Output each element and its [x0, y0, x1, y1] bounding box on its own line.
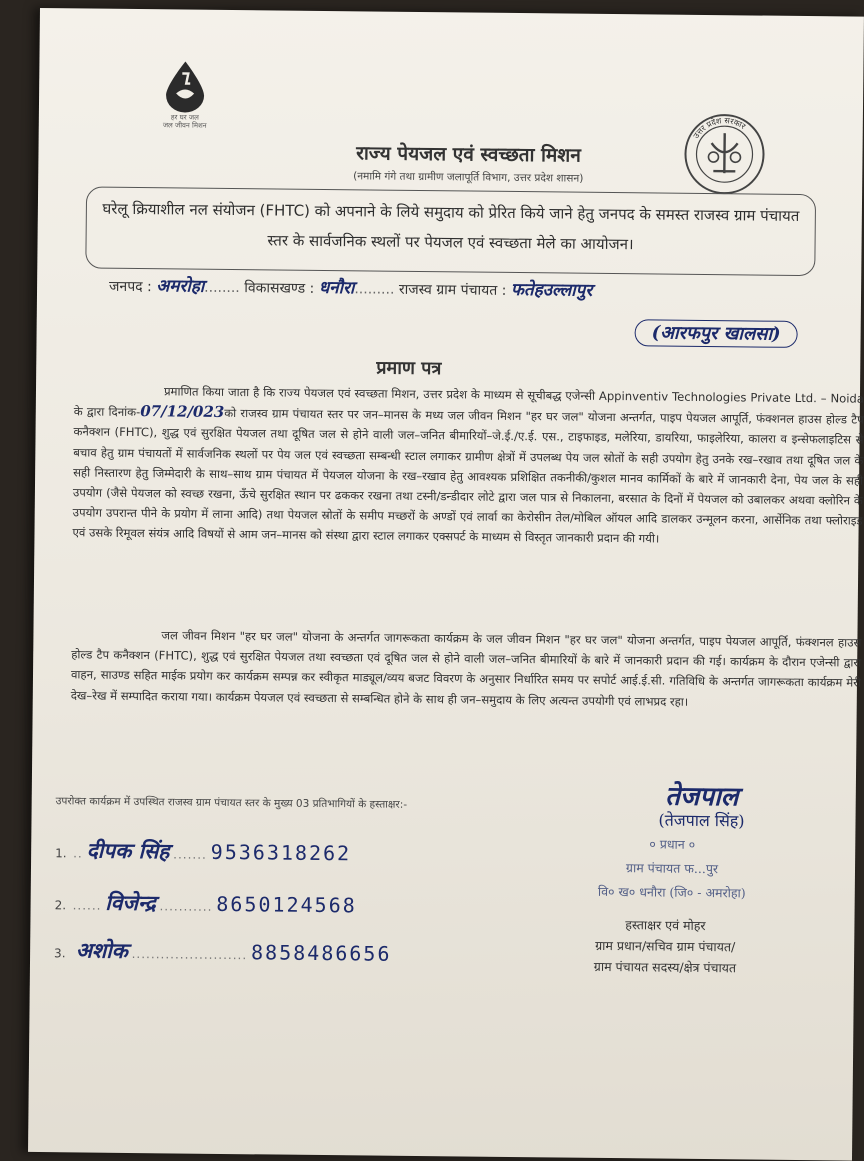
- designation-line-2: ग्राम पंचायत सदस्य/क्षेत्र पंचायत: [593, 958, 737, 976]
- svg-text:उत्तर प्रदेश सरकार: [692, 116, 748, 141]
- attendee-phone: 8858486656: [250, 940, 392, 966]
- certificate-paragraph-1: [72, 380, 864, 551]
- up-government-seal-icon: [683, 113, 766, 196]
- department-subtitle: (नमामि गंगे तथा ग्रामीण जलापूर्ति विभाग, उत्तर प्रदेश शासन): [353, 170, 584, 185]
- gram-panchayat-label: राजस्व ग्राम पंचायत :: [398, 281, 507, 299]
- location-row: जनपद : अमरोहा........ विकासखण्ड : धनौरा......... राजस्व ग्राम पंचायत : फतेहउल्लापुर: [109, 276, 593, 301]
- attendee-signature: अशोक: [75, 937, 129, 963]
- pradhan-signature: तेजपाल: [664, 781, 739, 813]
- certificate-paper: [28, 8, 864, 1161]
- jal-jeevan-mission-logo: [135, 59, 236, 130]
- attendee-phone: 8650124568: [216, 891, 357, 918]
- logo-tagline: हर घर जल जल जीवन मिशन: [162, 113, 207, 130]
- pradhan-signature-block: [591, 776, 812, 832]
- attendee-signature: विजेन्द्र: [105, 889, 156, 916]
- district-label: जनपद :: [109, 278, 152, 296]
- paragraph-1-part-a: प्रमाणित किया जाता है कि राज्य पेयजल एवं स्वच्छता मिशन, उत्तर प्रदेश के माध्यम से सूचीबद्ध एजेन्सी Appinventiv Technologies Private Ltd. – Noida के द्वारा दिनांक-: [73, 384, 864, 420]
- paragraph-1-part-b: को राजस्व ग्राम पंचायत स्तर पर जन–मानस के मध्य जल जीवन मिशन "हर घर जल" योजना अन्तर्गत, पाइप पेयजल आपूर्ति, फंक्शनल हाउस होल्ड टैप कनैक्शन (FHTC), शुद्ध एवं सुरक्षित पेयजल तथा दूषित जल से होने वाली जल–जनित बीमारियों–जे.ई./ए.ई. एस., टाइफाइड, मलेरिया, डायरिया, फाइलेरिया, कालरा व इन्सेफलाइटिस से बचाव हेतु ग्राम पंचायतों में सार्वजनिक स्थलों पर पेय जल एवं स्वच्छता सम्बन्धी स्टाल लगाकर ग्रामीण क्षेत्रों में उपलब्ध पेय जल स्रोतों के सही उपयोग हेतु उनके रख–रखाव तथा दूषित जल के सही निस्तारण हेतु जिम्मेदारी के साथ–साथ ग्राम पंचायत में पेयजल योजना के रख–रखाव हेतु आवश्यक प्रशिक्षित तकनीकी/कुशल मानव कार्मिकों के बारे में जानकारी देना, पेय जल के सही उपयोग (जैसे पेयजल को स्वच्छ रखना, ऊँचे सुरक्षित स्थान पर ढककर रखना तथा टस्नी/डन्डीदार लोटे द्वारा जल पात्र से निकालना, बरसात के दिनों में पेयजल को उबालकर अथवा क्लोरिन के उपयोग उपरान्त पीने के प्रयोग में लाना आदि) तथा पेयजल स्रोतों के समीप मच्छरों के अण्डों एवं लार्वा का केरोसीन तेल/मोबिल ऑयल आदि डालकर उन्मूलन करना, आर्सेनिक तथा फ्लोराइड एवं उसके रिमूवल संयंत्र आदि विषयों से आम जन–मानस को संस्था द्वारा स्टाल लगाकर एक्सपर्ट के माध्यम से विस्तृत जानकारी प्रदान की गयी।: [72, 406, 864, 546]
- gram-panchayat-alt-name: (आरफपुर खालसा): [635, 320, 798, 346]
- banner-text: घरेलू क्रियाशील नल संयोजन (FHTC) को अपनाने के लिये समुदाय को प्रेरित किये जाने हेतु जनपद के समस्त राजस्व ग्राम पंचायत स्तर के सार्वजनिक स्थलों पर पेयजल एवं स्वच्छता मेले का आयोजन।: [102, 199, 800, 254]
- attendees-heading: उपरोक्त कार्यक्रम में उपस्थित राजस्व ग्राम पंचायत स्तर के मुख्य 03 प्रतिभागियों के हस्ताक्षर:-: [55, 795, 408, 811]
- event-banner: [85, 186, 816, 276]
- pradhan-name: (तेजपाल सिंह): [658, 810, 745, 831]
- certificate-paragraph-2: जल जीवन मिशन "हर घर जल" योजना के अन्तर्गत जागरूकता कार्यक्रम के जल जीवन मिशन "हर घर जल" योजना अन्तर्गत, पाइप पेयजल आपूर्ति, फंक्शनल हाउस होल्ड टैप कनैक्शन (FHTC), शुद्ध एवं सुरक्षित पेयजल तथा स्वच्छता एवं दूषित जल से होने वाली जल–जनित बीमारियों के बारे में जानकारी प्रदान की गई। कार्यक्रम के दौरान एजेन्सी द्वारा वाहन, साउण्ड सहित माईक प्रयोग कर कार्यक्रम सम्पन्न कर स्वीकृत माड्यूल/व्यय बजट विवरण के अनुसार निर्धारित समय पर सपोर्ट आई.ई.सी. गतिविधि के अन्तर्गत जागरूकता कार्यक्रम मेरी देख–रेख में सम्पादित कराया गया। कार्यक्रम पेयजल एवं स्वच्छता से सम्बन्धित होने के साथ ही जन–समुदाय के लिए अत्यन्त उपयोगी एवं लाभप्रद रहा।: [70, 628, 862, 709]
- seal-text: उत्तर प्रदेश सरकार: [691, 116, 748, 141]
- district-value: अमरोहा: [156, 276, 205, 297]
- certificate-heading: प्रमाण पत्र: [376, 357, 442, 380]
- sign-seal-label: हस्ताक्षर एवं मोहर: [625, 917, 706, 934]
- attendee-row: 3. अशोक ........................ 8858486656: [54, 937, 392, 966]
- attendee-row: 2. ...... विजेन्द्र ........... 8650124568: [54, 889, 357, 918]
- block-value: धनौरा: [318, 277, 355, 299]
- signature-designation: [550, 913, 781, 978]
- attendee-signature: दीपक सिंह: [86, 837, 170, 864]
- attendee-row: 1. .. दीपक सिंह ....... 9536318262: [55, 837, 352, 866]
- pradhan-stamp: ० प्रधान ० ग्राम पंचायत फ...पुर वि० ख० धनौरा (जि० - अमरोहा): [597, 836, 746, 901]
- designation-line-1: ग्राम प्रधान/सचिव ग्राम पंचायत/: [595, 937, 736, 955]
- attendee-phone: 9536318262: [210, 839, 352, 866]
- water-drop-icon: [162, 59, 209, 113]
- block-label: विकासखण्ड :: [244, 280, 315, 297]
- event-date: 07/12/023: [140, 402, 225, 422]
- gram-panchayat-value: फतेहउल्लापुर: [510, 279, 593, 301]
- mission-title: राज्य पेयजल एवं स्वच्छता मिशन: [356, 142, 581, 167]
